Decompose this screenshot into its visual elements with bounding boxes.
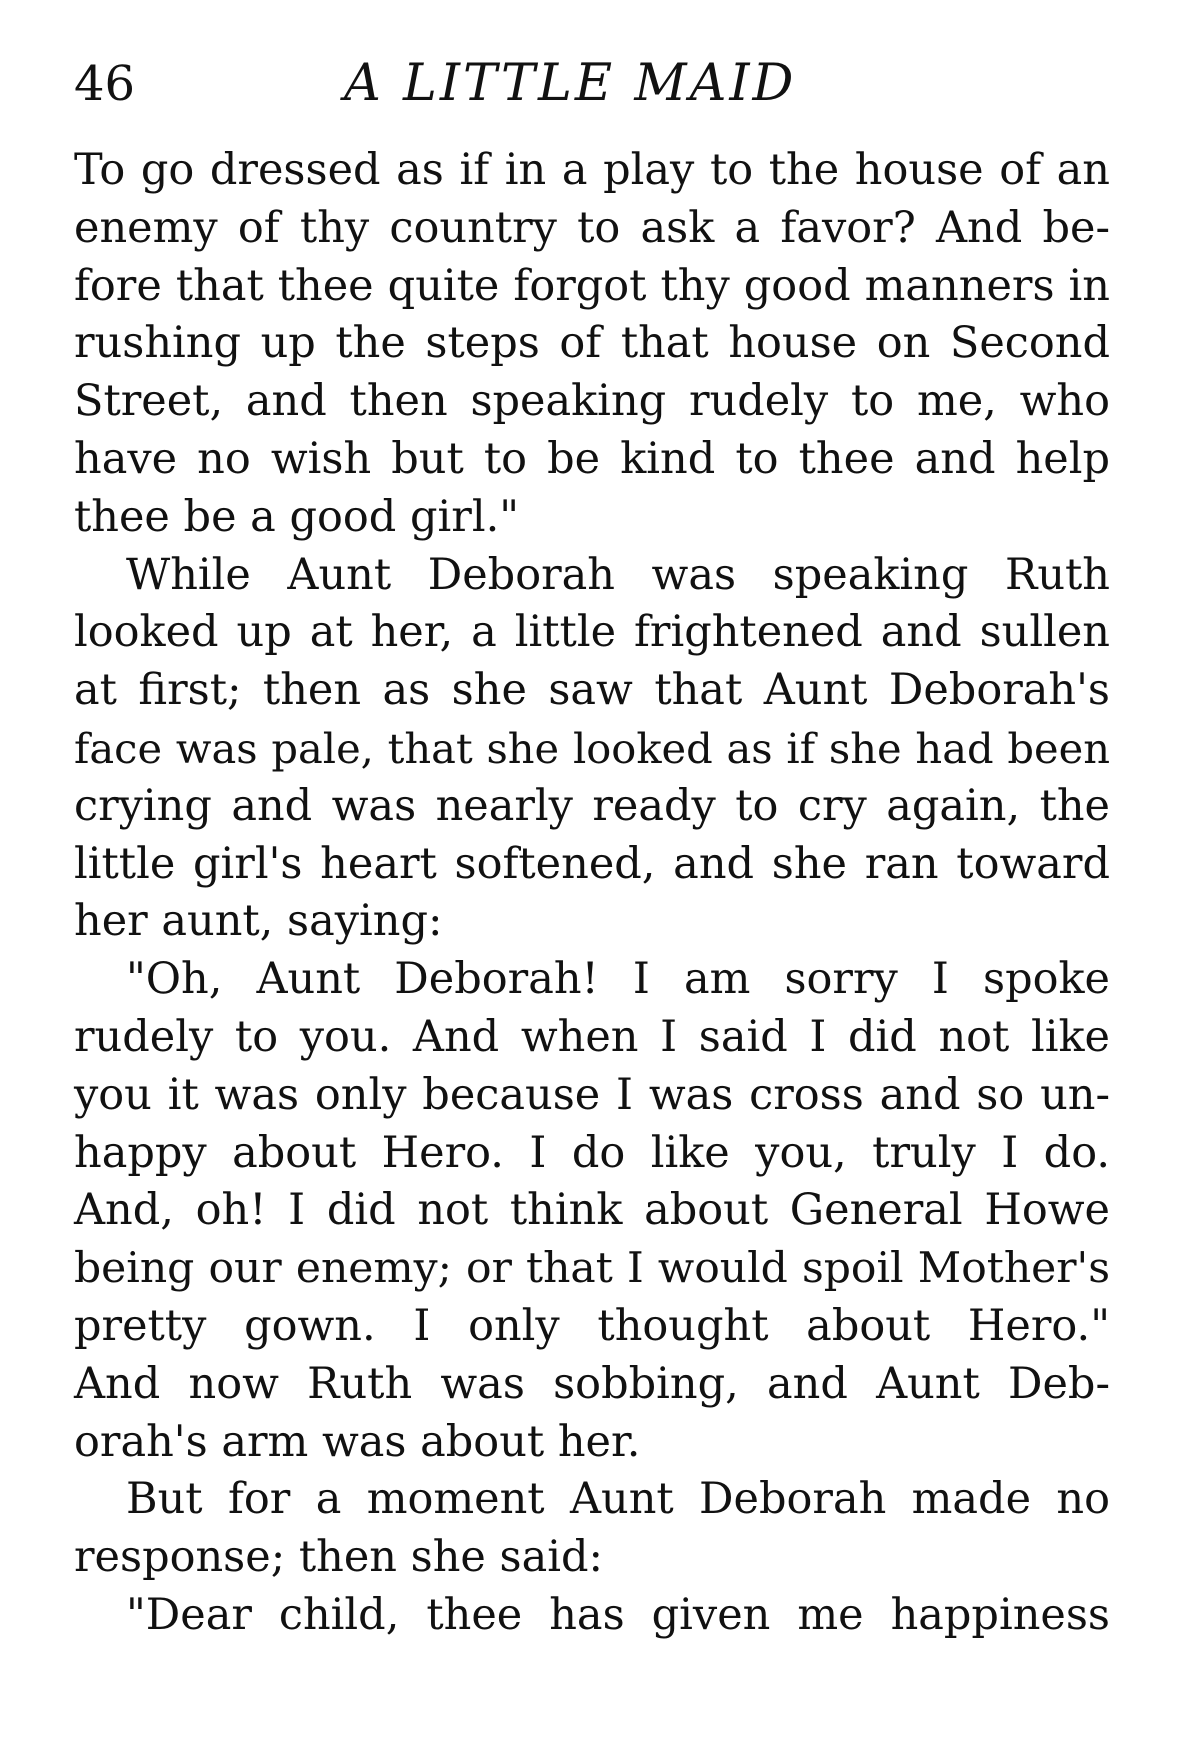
text-line: her aunt, saying: (74, 896, 443, 947)
paragraph (74, 1587, 1110, 1645)
text-line: at first; then as she saw that Aunt Deborah's (74, 665, 1110, 716)
running-head (74, 52, 1110, 116)
text-line: little girl's heart softened, and she ran toward (74, 838, 1110, 889)
text-line: being our enemy; or that I would spoil Mother's (74, 1244, 1110, 1294)
text-line: But for a moment Aunt Deborah made no (126, 1474, 1110, 1525)
text-line: And, oh! I did not think about General Howe (74, 1185, 1110, 1236)
text-line: pretty gown. I only thought about Hero." (74, 1300, 1110, 1351)
text-line: While Aunt Deborah was speaking Ruth (126, 549, 1110, 600)
text-line: orah's arm was about her. (74, 1416, 641, 1467)
book-page (74, 52, 1110, 1645)
text-line: Street, and then speaking rudely to me, who (74, 376, 1110, 427)
running-title: A LITTLE MAID (344, 54, 797, 113)
paragraph (74, 951, 1110, 1471)
text-line: you it was only because I was cross and so un- (74, 1069, 1110, 1120)
text-line: thee be a good girl." (74, 491, 520, 542)
text-line: looked up at her, a little frightened and sullen (74, 607, 1110, 658)
paragraph (74, 142, 1110, 547)
text-line: To go dressed as if in a play to the house of an (74, 145, 1110, 195)
text-line: have no wish but to be kind to thee and help (74, 433, 1110, 484)
page-number: 46 (74, 56, 136, 112)
text-line: rudely to you. And when I said I did not like (74, 1011, 1110, 1062)
text-line: crying and was nearly ready to cry again, the (74, 780, 1110, 831)
text-line: "Dear child, thee has given me happiness (126, 1589, 1110, 1640)
text-line: rushing up the steps of that house on Second (74, 318, 1110, 369)
text-line: And now Ruth was sobbing, and Aunt Deb- (74, 1358, 1110, 1409)
paragraph (74, 547, 1110, 952)
body-text (74, 142, 1110, 1645)
text-line: fore that thee quite forgot thy good manners in (74, 260, 1110, 311)
text-line: happy about Hero. I do like you, truly I do. (74, 1127, 1110, 1178)
text-line: enemy of thy country to ask a favor? And be- (74, 202, 1110, 253)
text-line: face was pale, that she looked as if she had been (74, 723, 1110, 773)
text-line: response; then she said: (74, 1532, 603, 1583)
paragraph (74, 1471, 1110, 1587)
text-line: "Oh, Aunt Deborah! I am sorry I spoke (126, 954, 1110, 1005)
